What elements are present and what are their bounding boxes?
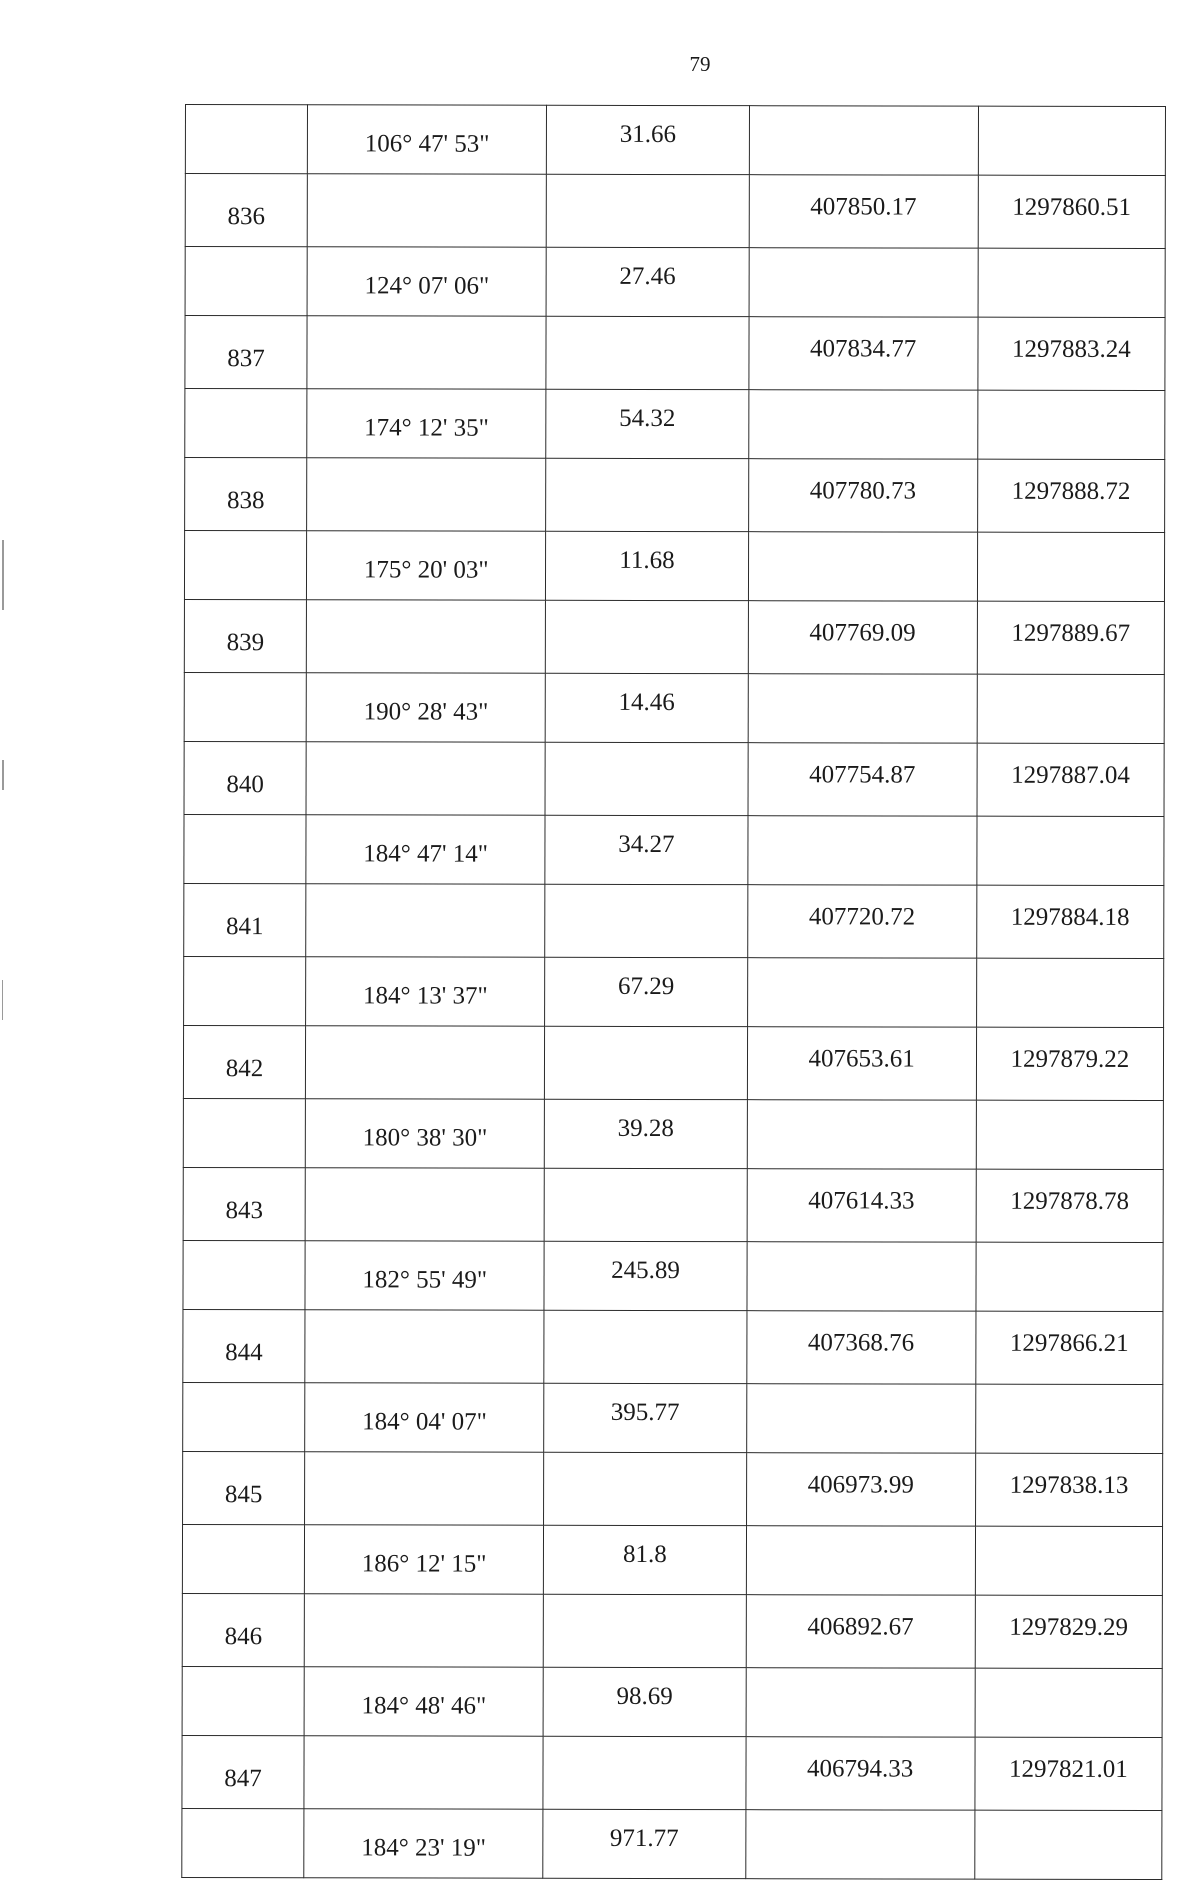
- distance-cell: 98.69: [543, 1667, 745, 1736]
- easting-cell: 1297888.72: [977, 459, 1164, 532]
- bearing-row: [185, 389, 1165, 460]
- northing-cell: 407653.61: [747, 1027, 976, 1100]
- station-row: [183, 1309, 1163, 1384]
- distance-cell: [544, 1310, 746, 1383]
- easting-cell: 1297838.13: [975, 1453, 1162, 1526]
- bearing-row: [185, 247, 1165, 318]
- distance-cell: 81.8: [544, 1525, 746, 1594]
- bearing-cell: [306, 884, 545, 958]
- easting-cell: 1297821.01: [975, 1737, 1162, 1810]
- bearing-cell: [306, 742, 545, 816]
- bearing-cell: 184° 04' 07": [305, 1383, 544, 1453]
- distance-cell: 245.89: [544, 1241, 746, 1310]
- station-row: [183, 1451, 1163, 1526]
- northing-cell: [747, 1242, 976, 1311]
- table-body: [182, 105, 1166, 1880]
- distance-cell: [544, 1452, 746, 1525]
- station-row: [184, 599, 1164, 674]
- easting-cell: [976, 1242, 1163, 1311]
- bearing-cell: 184° 23' 19": [304, 1809, 543, 1879]
- bearing-row: [182, 1808, 1162, 1879]
- bearing-cell: [307, 316, 546, 390]
- distance-cell: [544, 1168, 746, 1241]
- easting-cell: [978, 248, 1165, 317]
- distance-cell: 27.46: [546, 247, 748, 316]
- station-cell: [185, 105, 307, 174]
- station-cell: 838: [185, 458, 307, 531]
- distance-cell: [546, 600, 748, 673]
- bearing-row: [184, 814, 1164, 885]
- easting-cell: [977, 816, 1164, 885]
- distance-cell: [545, 742, 747, 815]
- bearing-cell: 190° 28' 43": [306, 673, 545, 743]
- northing-cell: 407754.87: [748, 743, 977, 816]
- northing-cell: 407834.77: [748, 317, 977, 390]
- distance-cell: [544, 1594, 746, 1667]
- northing-cell: [748, 532, 977, 601]
- easting-cell: 1297889.67: [977, 601, 1164, 674]
- bearing-cell: 184° 47' 14": [306, 815, 545, 885]
- station-row: [185, 316, 1165, 391]
- station-cell: 837: [185, 316, 307, 389]
- station-cell: [182, 1524, 304, 1593]
- distance-cell: [547, 174, 749, 247]
- station-row: [184, 883, 1164, 958]
- northing-cell: [748, 674, 977, 743]
- station-cell: [184, 672, 306, 741]
- distance-cell: [546, 458, 748, 531]
- northing-cell: 406973.99: [746, 1453, 975, 1526]
- distance-cell: 395.77: [544, 1383, 746, 1452]
- station-cell: 836: [185, 174, 307, 247]
- bearing-row: [183, 1382, 1163, 1453]
- distance-cell: 11.68: [546, 531, 748, 600]
- bearing-row: [182, 1666, 1162, 1737]
- station-cell: 844: [183, 1309, 305, 1382]
- bearing-cell: 175° 20' 03": [307, 531, 546, 601]
- northing-cell: 407780.73: [748, 459, 977, 532]
- bearing-cell: [307, 458, 546, 532]
- northing-cell: 407720.72: [747, 885, 976, 958]
- bearing-cell: [305, 1452, 544, 1526]
- northing-cell: [747, 816, 976, 885]
- bearing-cell: 174° 12' 35": [307, 389, 546, 459]
- bearing-cell: 186° 12' 15": [304, 1525, 543, 1595]
- station-cell: 840: [184, 741, 306, 814]
- bearing-cell: 184° 13' 37": [306, 957, 545, 1027]
- bearing-cell: [306, 1026, 545, 1100]
- distance-cell: 34.27: [545, 815, 747, 884]
- station-cell: [182, 1808, 304, 1877]
- station-cell: [184, 531, 306, 600]
- station-cell: [184, 814, 306, 883]
- bearing-cell: [305, 1168, 544, 1242]
- bearing-cell: 180° 38' 30": [305, 1099, 544, 1169]
- station-row: [183, 1167, 1163, 1242]
- distance-cell: 54.32: [546, 389, 748, 458]
- easting-cell: [975, 1810, 1162, 1879]
- station-cell: 842: [183, 1025, 305, 1098]
- station-cell: [183, 1382, 305, 1451]
- easting-cell: [977, 674, 1164, 743]
- station-cell: [185, 247, 307, 316]
- easting-cell: [977, 532, 1164, 601]
- scan-mark: [2, 540, 4, 610]
- northing-cell: [749, 106, 978, 175]
- distance-cell: 14.46: [546, 673, 748, 742]
- northing-cell: 407850.17: [749, 175, 978, 248]
- station-row: [184, 741, 1164, 816]
- survey-coordinates-table: [181, 104, 1166, 1880]
- station-row: [185, 458, 1165, 533]
- easting-cell: [975, 1526, 1162, 1595]
- easting-cell: 1297860.51: [978, 175, 1165, 248]
- station-row: [185, 174, 1165, 249]
- northing-cell: 406892.67: [746, 1595, 975, 1668]
- bearing-cell: 124° 07' 06": [307, 247, 546, 317]
- station-cell: 847: [182, 1735, 304, 1808]
- bearing-cell: [305, 1310, 544, 1384]
- bearing-row: [184, 672, 1164, 743]
- easting-cell: [975, 1668, 1162, 1737]
- bearing-row: [182, 1524, 1162, 1595]
- easting-cell: 1297887.04: [977, 743, 1164, 816]
- station-cell: 846: [182, 1593, 304, 1666]
- bearing-cell: 106° 47' 53": [307, 105, 546, 175]
- station-cell: [184, 956, 306, 1025]
- easting-cell: 1297829.29: [975, 1595, 1162, 1668]
- bearing-row: [184, 956, 1164, 1027]
- station-cell: [185, 389, 307, 458]
- station-row: [182, 1593, 1162, 1668]
- easting-cell: [975, 1384, 1162, 1453]
- easting-cell: [976, 1100, 1163, 1169]
- station-row: [183, 1025, 1163, 1100]
- northing-cell: 407769.09: [748, 601, 977, 674]
- bearing-row: [185, 105, 1165, 176]
- easting-cell: 1297879.22: [976, 1027, 1163, 1100]
- easting-cell: 1297878.78: [976, 1169, 1163, 1242]
- distance-cell: 971.77: [543, 1809, 745, 1878]
- easting-cell: [978, 106, 1165, 175]
- bearing-row: [184, 531, 1164, 602]
- easting-cell: 1297866.21: [976, 1311, 1163, 1384]
- station-cell: 843: [183, 1167, 305, 1240]
- bearing-cell: [304, 1736, 543, 1810]
- northing-cell: 407368.76: [746, 1311, 975, 1384]
- bearing-cell: [307, 174, 546, 248]
- station-cell: [183, 1240, 305, 1309]
- scan-mark: [2, 760, 4, 790]
- northing-cell: [745, 1810, 974, 1879]
- station-cell: 845: [183, 1451, 305, 1524]
- distance-cell: [546, 316, 748, 389]
- northing-cell: [746, 1526, 975, 1595]
- northing-cell: [747, 958, 976, 1027]
- distance-cell: 39.28: [545, 1099, 747, 1168]
- northing-cell: 406794.33: [745, 1737, 974, 1810]
- station-row: [182, 1735, 1162, 1810]
- bearing-cell: [304, 1594, 543, 1668]
- page-number: 79: [689, 52, 711, 76]
- bearing-cell: 184° 48' 46": [304, 1667, 543, 1737]
- northing-cell: [746, 1668, 975, 1737]
- station-cell: 839: [184, 599, 306, 672]
- northing-cell: [746, 1384, 975, 1453]
- distance-cell: 67.29: [545, 957, 747, 1026]
- distance-cell: [545, 1026, 747, 1099]
- bearing-cell: [306, 600, 545, 674]
- station-cell: [182, 1666, 304, 1735]
- easting-cell: [978, 390, 1165, 459]
- northing-cell: [748, 390, 977, 459]
- bearing-row: [183, 1240, 1163, 1311]
- easting-cell: 1297883.24: [978, 317, 1165, 390]
- distance-cell: 31.66: [547, 105, 749, 174]
- northing-cell: [749, 248, 978, 317]
- scan-mark: [2, 980, 3, 1020]
- distance-cell: [545, 884, 747, 957]
- easting-cell: [976, 958, 1163, 1027]
- bearing-row: [183, 1098, 1163, 1169]
- station-cell: 841: [184, 883, 306, 956]
- distance-cell: [543, 1736, 745, 1809]
- easting-cell: 1297884.18: [976, 885, 1163, 958]
- northing-cell: 407614.33: [747, 1169, 976, 1242]
- station-cell: [183, 1098, 305, 1167]
- bearing-cell: 182° 55' 49": [305, 1241, 544, 1311]
- northing-cell: [747, 1100, 976, 1169]
